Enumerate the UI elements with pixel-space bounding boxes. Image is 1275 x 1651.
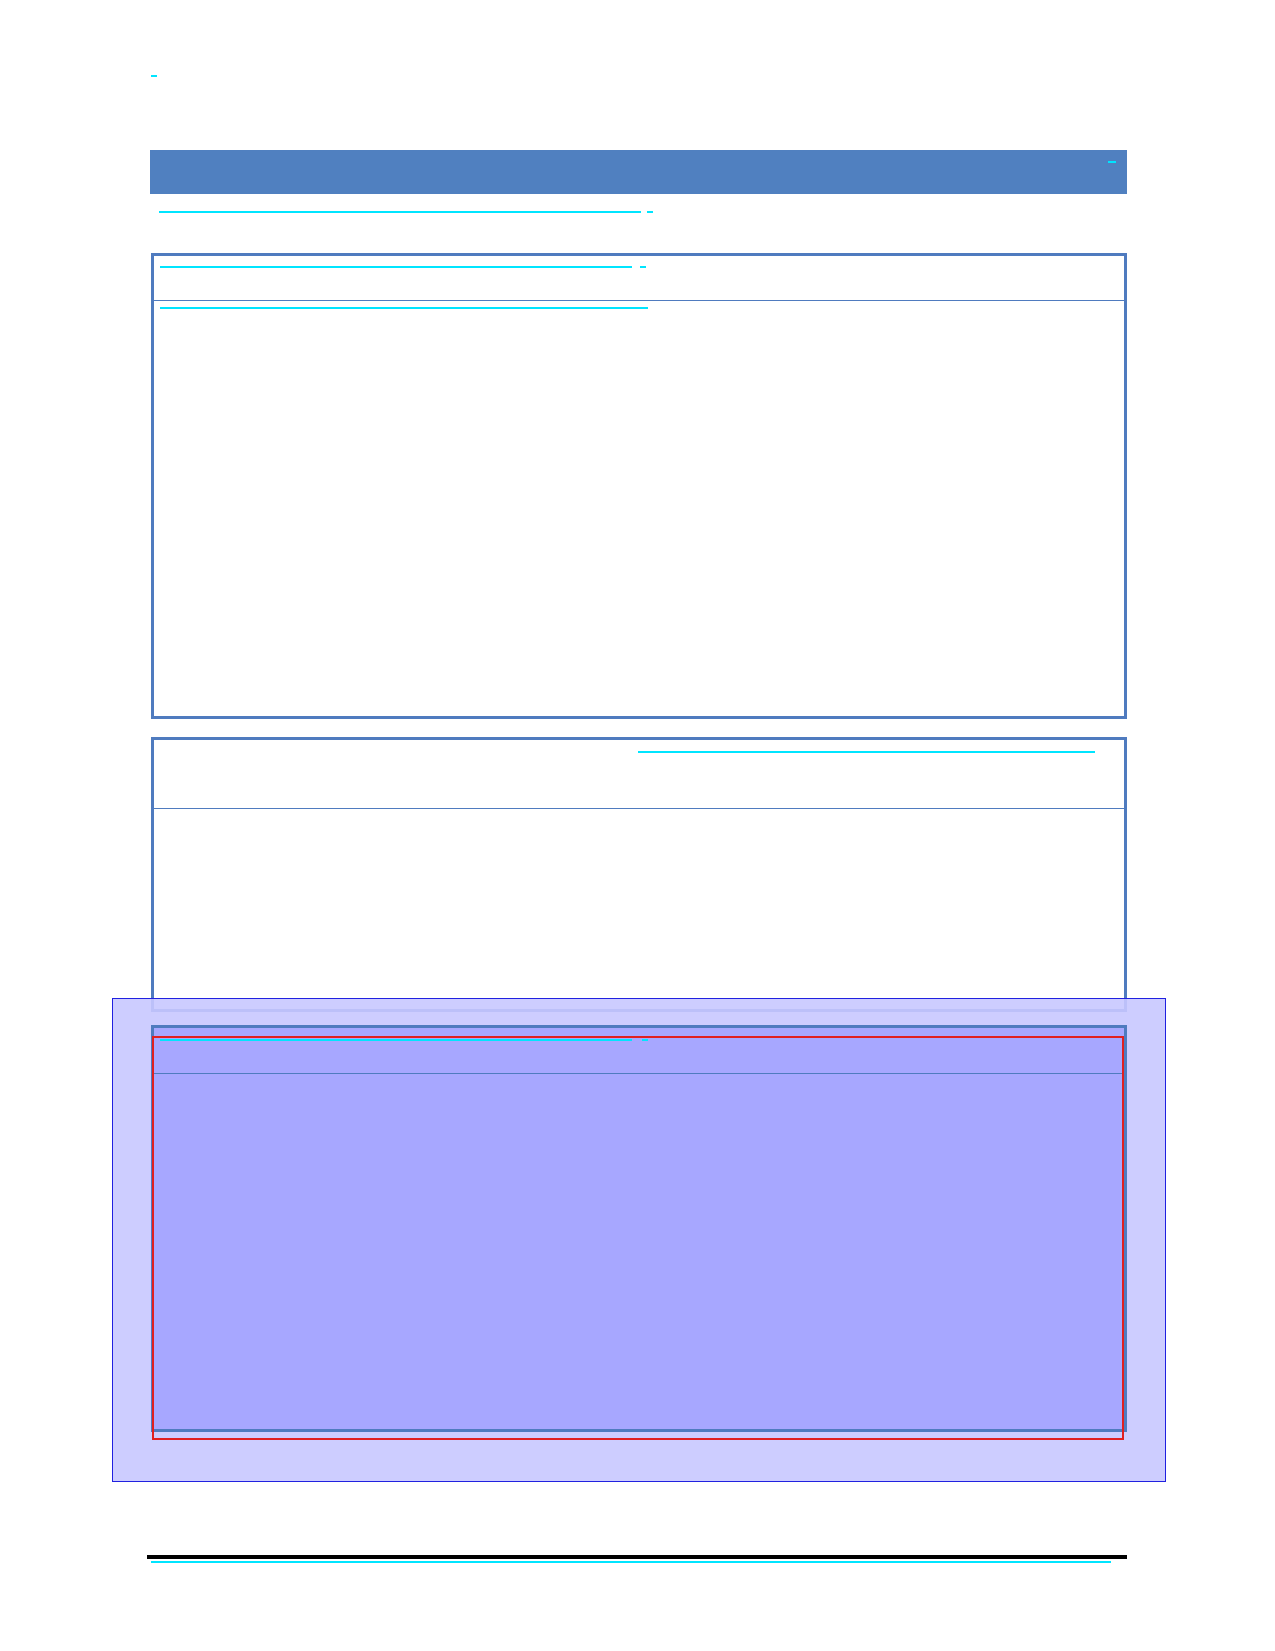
criteres-ensemble-header-row	[154, 740, 1124, 809]
footer-rule	[147, 1555, 1127, 1559]
competence-table-header	[154, 256, 1124, 301]
selection-outline	[152, 1036, 1124, 1440]
competence-table	[151, 253, 1127, 719]
criteres-ensemble-table	[151, 737, 1127, 1012]
code-bar	[150, 150, 1127, 194]
